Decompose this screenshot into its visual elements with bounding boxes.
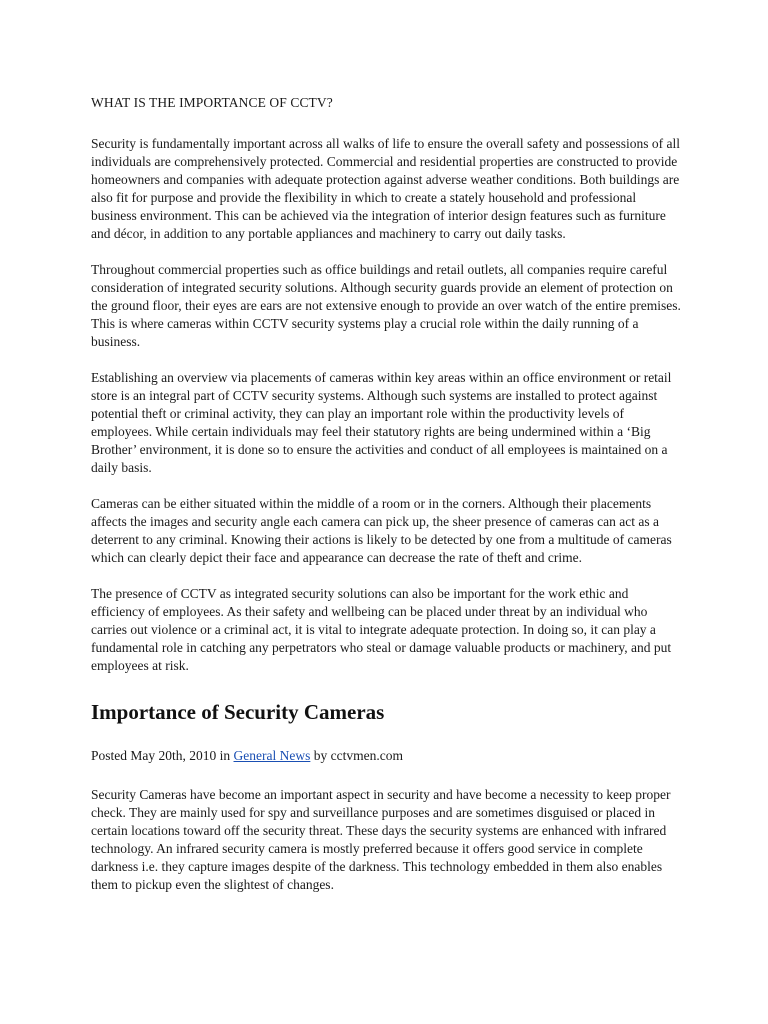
document-page xyxy=(91,94,681,912)
paragraph-employee-efficiency: The presence of CCTV as integrated security solutions can also be important for the work ethic and efficiency of employees. As their safety and wellbeing can be placed under threat by an individual who carries out violence or a criminal act, it is vital to integrate adequate protection. In doing so, it can play a fundamental role in catching any perpetrators who steal or damage valuable products or machinery, and put employees at risk. xyxy=(91,586,672,673)
document-heading: WHAT IS THE IMPORTANCE OF CCTV? xyxy=(91,95,333,110)
article-title: Importance of Security Cameras xyxy=(91,700,385,724)
category-link[interactable]: General News xyxy=(233,748,311,763)
meta-prefix: Posted May 20th, 2010 in xyxy=(91,748,234,763)
article-body: Security Cameras have become an important aspect in security and have become a necessity to keep proper check. They are mainly used for spy and surveillance purposes and are sometimes disguised or placed in certain locations toward off the security threat. These days the security systems are enhanced with infrared technology. An infrared security camera is mostly preferred because it offers good service in complete darkness i.e. they capture images despite of the darkness. This technology embedded in them also enables them to pickup even the slightest of changes. xyxy=(91,787,671,892)
article-meta xyxy=(91,747,681,765)
paragraph-security-importance: Security is fundamentally important across all walks of life to ensure the overall safety and possessions of all individuals are comprehensively protected. Commercial and residential properties are constructed to provide homeowners and companies with adequate protection against adverse weather conditions. Both buildings are also fit for purpose and provide the flexibility in which to create a stately household and professional business environment. This can be achieved via the integration of interior design features such as furniture and décor, in addition to any portable appliances and machinery to carry out daily tasks. xyxy=(91,136,680,241)
paragraph-camera-placements: Establishing an overview via placements of cameras within key areas within an office environment or retail store is an integral part of CCTV security systems. Although such systems are installed to protect against potential theft or criminal activity, they can play an important role within the productivity levels of employees. While certain individuals may feel their statutory rights are being undermined within a ‘Big Brother’ environment, it is done so to ensure the activities and conduct of all employees is maintained on a daily basis. xyxy=(91,370,672,475)
paragraph-commercial-properties: Throughout commercial properties such as office buildings and retail outlets, all companies require careful consideration of integrated security solutions. Although security guards provide an element of protection on the ground floor, their eyes are ears are not extensive enough to provide an over watch of the entire premises. This is where cameras within CCTV security systems play a crucial role within the daily running of a business. xyxy=(91,262,681,349)
paragraph-camera-deterrent: Cameras can be either situated within the middle of a room or in the corners. Although their placements affects the images and security angle each camera can pick up, the sheer presence of cameras can act as a deterrent to any criminal. Knowing their actions is likely to be detected by one from a multitude of cameras which can clearly depict their face and appearance can decrease the rate of theft and crime. xyxy=(91,496,672,565)
meta-suffix: by cctvmen.com xyxy=(310,748,403,763)
